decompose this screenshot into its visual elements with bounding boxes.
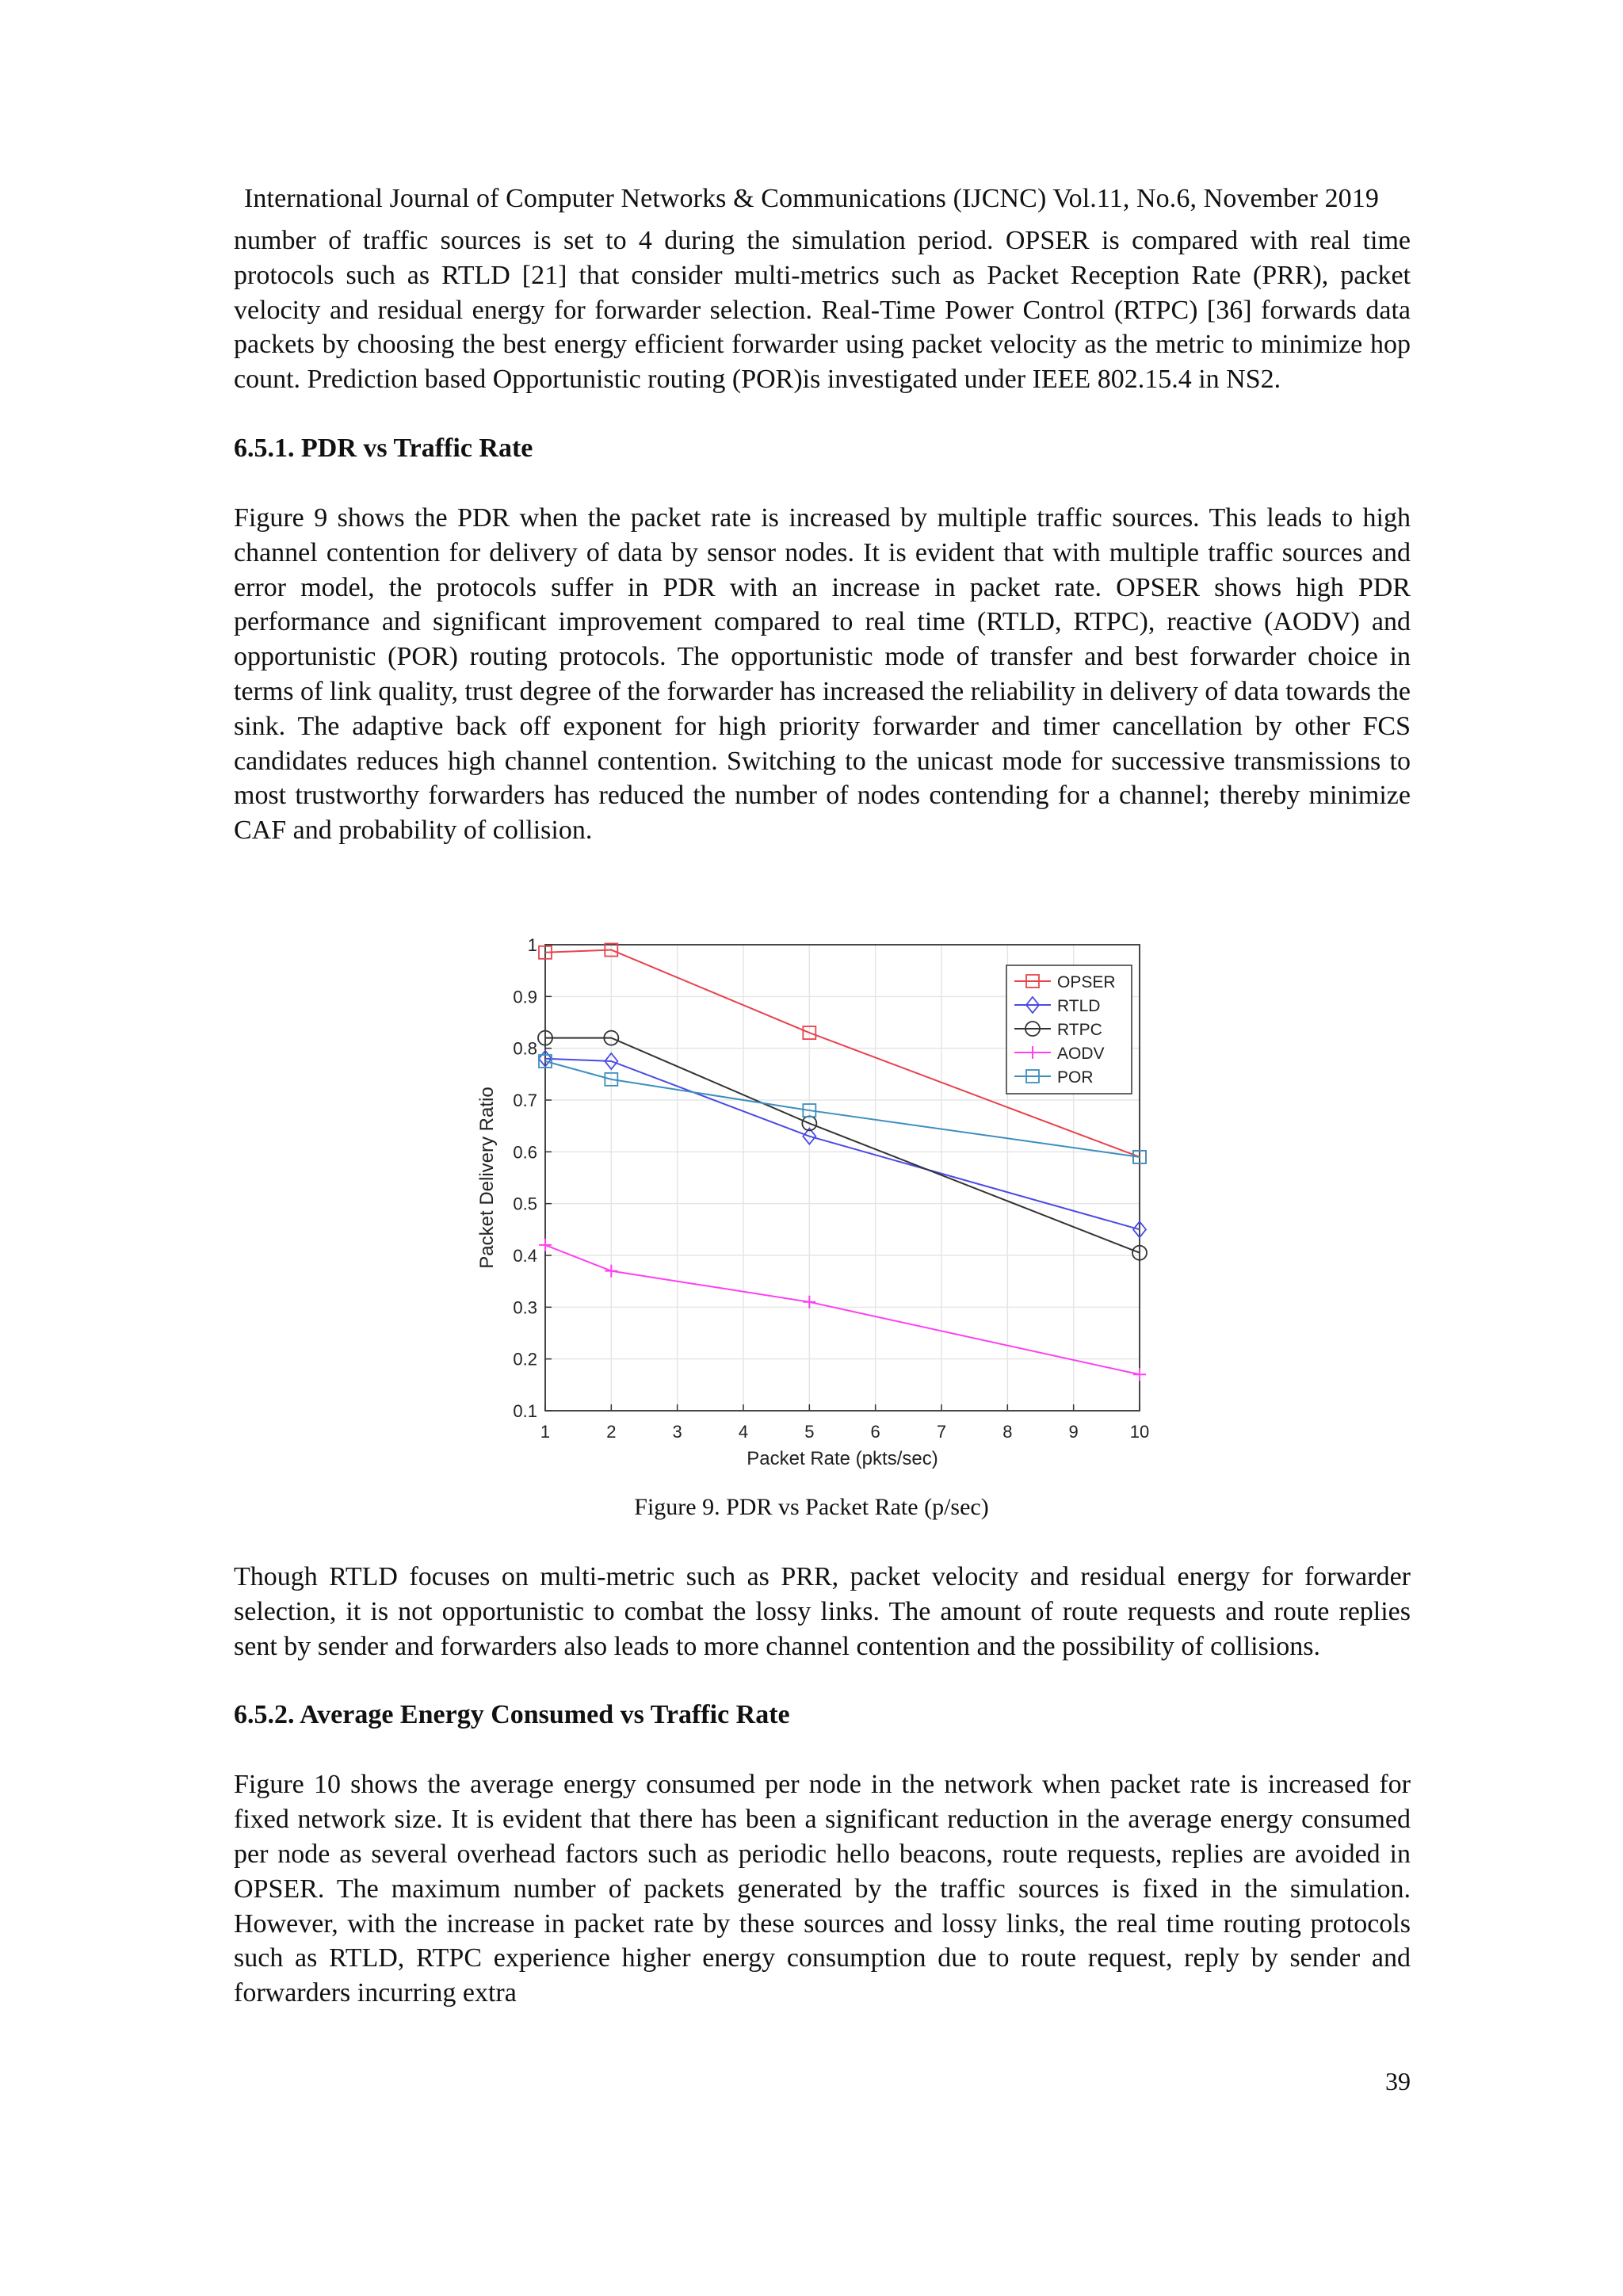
y-tick-label: 0.4 <box>513 1246 537 1266</box>
y-tick-label: 0.8 <box>513 1038 537 1059</box>
y-tick-label: 0.9 <box>513 987 537 1007</box>
energy-paragraph: Figure 10 shows the average energy consumed per node in the network when packet rate is increased for fixed network size. It is evident that there has been a significant reduction in the average energy consumed per node as several overhead factors such as periodic hello beacons, route requests, replies are avoided in OPSER. The maximum number of packets generated by the traffic sources is fixed in the simulation. However, with the increase in packet rate by these sources and lossy links, the real time routing protocols such as RTLD, RTPC experience higher energy consumption due to route request, reply by sender and forwarders incurring extra <box>234 1770 1411 2008</box>
y-tick-label: 0.7 <box>513 1091 537 1110</box>
x-tick-label: 3 <box>672 1422 682 1442</box>
y-tick-label: 1 <box>527 935 537 955</box>
x-tick-label: 1 <box>540 1422 551 1442</box>
legend-label-opser: OPSER <box>1057 973 1116 991</box>
x-tick-label: 4 <box>738 1422 749 1442</box>
y-axis-label: Packet Delivery Ratio <box>476 1087 498 1269</box>
x-tick-label: 9 <box>1068 1422 1079 1442</box>
section-heading-651: 6.5.1. PDR vs Traffic Rate <box>234 433 533 463</box>
x-tick-label: 8 <box>1002 1422 1013 1442</box>
y-tick-label: 0.3 <box>513 1297 537 1318</box>
y-tick-label: 0.1 <box>513 1401 537 1421</box>
section-heading-652: 6.5.2. Average Energy Consumed vs Traffic Rate <box>234 1700 790 1730</box>
figure-caption: Figure 9. PDR vs Packet Rate (p/sec) <box>634 1494 989 1520</box>
x-tick-label: 6 <box>870 1422 880 1442</box>
legend-label-rtpc: RTPC <box>1057 1021 1102 1039</box>
page-number: 39 <box>1385 2067 1411 2095</box>
x-tick-label: 7 <box>936 1422 947 1442</box>
x-tick-label: 5 <box>804 1422 815 1442</box>
intro-paragraph: number of traffic sources is set to 4 during the simulation period. OPSER is compared with real time protocols such as RTLD [21] that consider multi-metrics such as Packet Reception Rate (PRR), packet velocity and residual energy for forwarder selection. Real-Time Power Control (RTPC) [36] forwards data packets by choosing the best energy efficient forwarder using packet velocity as the metric to minimize hop count. Prediction based Opportunistic routing (POR)is investigated under IEEE 802.15.4 in NS2. <box>234 226 1411 395</box>
y-tick-label: 0.6 <box>513 1142 537 1163</box>
y-tick-label: 0.5 <box>513 1194 537 1214</box>
legend-label-rtld: RTLD <box>1057 997 1101 1015</box>
text-block-bottom <box>234 1560 1411 2011</box>
text-block-top <box>234 223 1411 848</box>
legend-label-aodv: AODV <box>1057 1045 1105 1063</box>
rtld-paragraph: Though RTLD focuses on multi-metric such as PRR, packet velocity and residual energy for forwarder selection, it is not opportunistic to combat the lossy links. The amount of route requests and route replies sent by sender and forwarders also leads to more channel contention and the possibility of collisions. <box>234 1562 1411 1661</box>
x-tick-label: 10 <box>1129 1422 1150 1442</box>
figure-9-chart <box>475 927 1173 1482</box>
x-tick-label: 2 <box>606 1422 617 1442</box>
plot-area <box>476 935 1149 1469</box>
x-axis-label: Packet Rate (pkts/sec) <box>747 1448 938 1469</box>
pdr-paragraph: Figure 9 shows the PDR when the packet rate is increased by multiple traffic sources. This leads to high channel contention for delivery of data by sensor nodes. It is evident that with multiple traffic sources and error model, the protocols suffer in PDR with an increase in packet rate. OPSER shows high PDR performance and significant improvement compared to real time (RTLD, RTPC), reactive (AODV) and opportunistic (POR) routing protocols. The opportunistic mode of transfer and best forwarder choice in terms of link quality, trust degree of the forwarder has increased the reliability in delivery of data towards the sink. The adaptive back off exponent for high priority forwarder and timer cancellation by other FCS candidates reduces high channel contention. Switching to the unicast mode for successive transmissions to most trustworthy forwarders has reduced the number of nodes contending for a channel; thereby minimize CAF and probability of collision. <box>234 502 1411 846</box>
legend-label-por: POR <box>1057 1068 1094 1087</box>
y-tick-label: 0.2 <box>513 1349 537 1370</box>
running-header: International Journal of Computer Networks & Communications (IJCNC) Vol.11, No.6, November 2019 <box>244 184 1379 213</box>
legend <box>1006 965 1132 1094</box>
